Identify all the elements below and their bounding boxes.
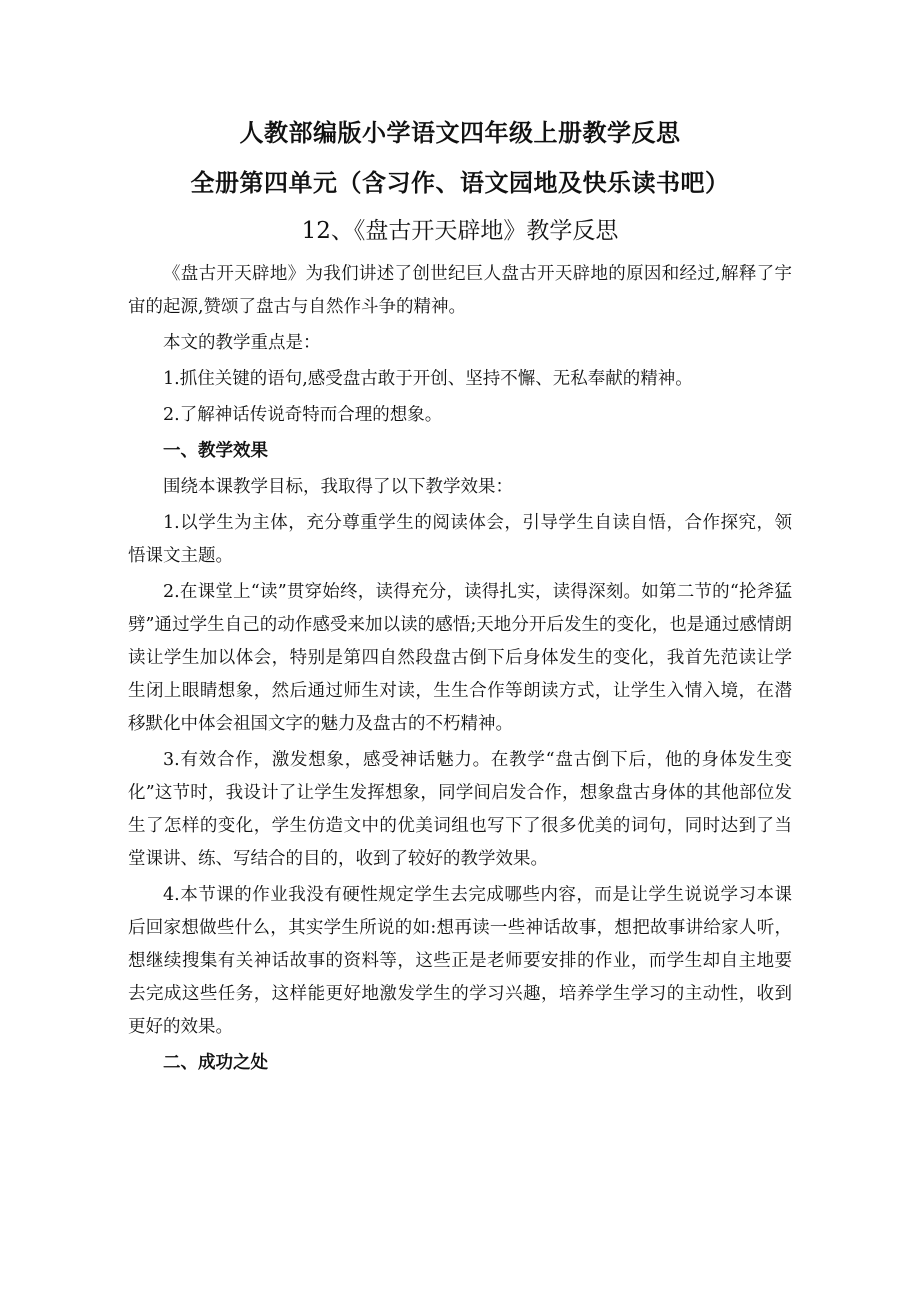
key-point-1: 1.抓住关键的语句,感受盘古敢于开创、坚持不懈、无私奉献的精神。 xyxy=(163,369,693,389)
effect-paragraph-3: 3.有效合作，激发想象，感受神话魅力。在教学“盘古倒下后，他的身体发生变化”这节时，我设计了让学生发挥想象，同学间启发合作，想象盘古身体的其他部位发生了怎样的变化，学生仿造文中的优美词组也写下了很多优美的词句，同时达到了当堂课讲、练、写结合的目的，收到了较好的教学效果。 xyxy=(128,750,792,869)
document-title: 人教部编版小学语文四年级上册教学反思 xyxy=(239,118,681,147)
key-point-2: 2.了解神话传说奇特而合理的想象。 xyxy=(163,405,443,425)
effect-paragraph-1: 1.以学生为主体，充分尊重学生的阅读体会，引导学生自读自悟，合作探究，领悟课文主题。 xyxy=(128,513,792,566)
intro-paragraph: 《盘古开天辟地》为我们讲述了创世纪巨人盘古开天辟地的原因和经过,解释了宇宙的起源,赞颂了盘古与自然作斗争的精神。 xyxy=(128,264,792,317)
effect-paragraph-4: 4.本节课的作业我没有硬性规定学生去完成哪些内容，而是让学生说说学习本课后回家想做些什么，其实学生所说的如:想再读一些神话故事，想把故事讲给家人听，想继续搜集有关神话故事的资料等，这些正是老师要安排的作业，而学生却自主地要去完成这些任务，这样能更好地激发学生的学习兴趣，培养学生学习的主动性，收到更好的效果。 xyxy=(128,885,792,1037)
key-points-label: 本文的教学重点是： xyxy=(163,333,321,353)
section-heading-teaching-effect: 一、教学效果 xyxy=(163,441,268,461)
section-heading-successes: 二、成功之处 xyxy=(163,1053,268,1073)
document-body xyxy=(128,258,792,1083)
effect-paragraph-2: 2.在课堂上“读”贯穿始终，读得充分，读得扎实，读得深刻。如第二节的“抡斧猛劈”通过学生自己的动作感受来加以读的感悟;天地分开后发生的变化，也是通过感情朗读让学生加以体会，特别是第四自然段盘古倒下后身体发生的变化，我首先范读让学生闭上眼睛想象，然后通过师生对读，生生合作等朗读方式，让学生入情入境，在潜移默化中体会祖国文字的魅力及盘古的不朽精神。 xyxy=(128,582,792,734)
effect-intro-paragraph: 围绕本课教学目标，我取得了以下教学效果： xyxy=(163,477,513,497)
document-unit-title: 全册第四单元（含习作、语文园地及快乐读书吧） xyxy=(190,168,730,197)
lesson-subtitle: 12、《盘古开天辟地》教学反思 xyxy=(301,218,619,244)
